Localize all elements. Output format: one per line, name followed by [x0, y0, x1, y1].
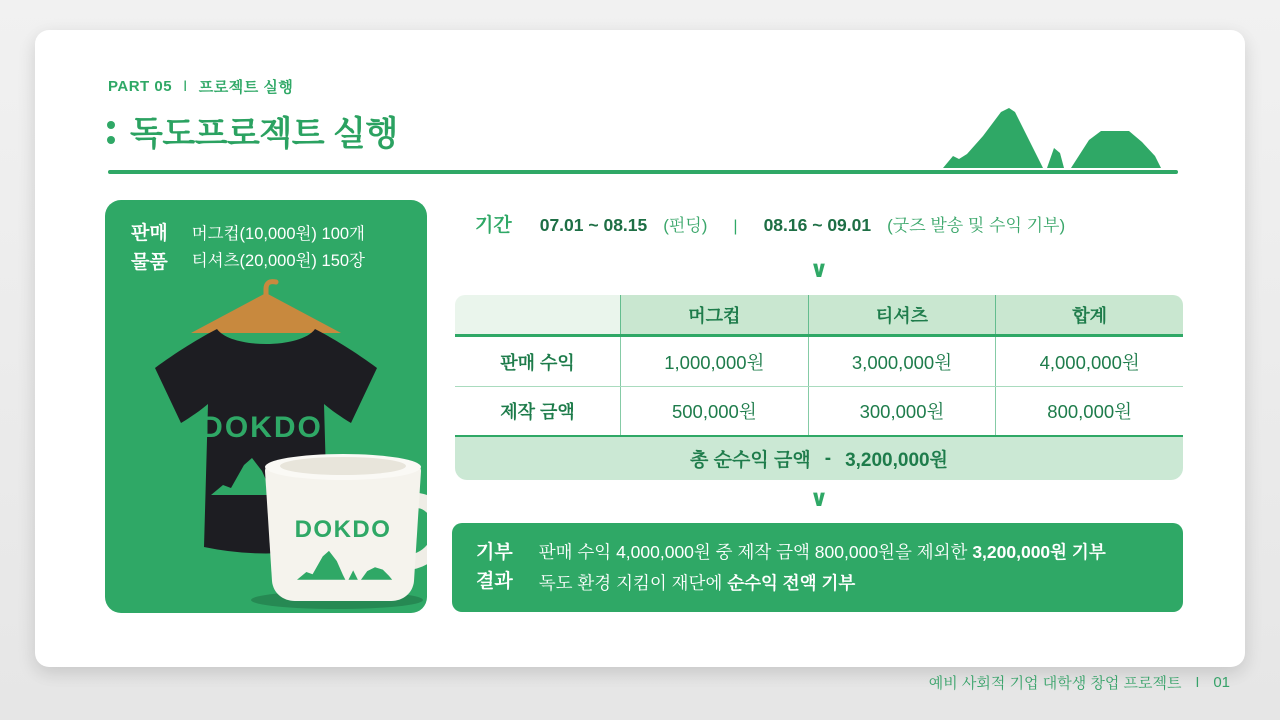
cell-value: 3,000,000원	[808, 337, 996, 386]
donation-line-1: 판매 수익 4,000,000원 중 제작 금액 800,000원을 제외한 3,200,000원 기부	[538, 541, 1106, 562]
dokdo-islands-icon	[943, 98, 1178, 170]
donation-result-label: 기부 결과	[476, 542, 513, 592]
title-bullet-dots-icon	[107, 121, 115, 144]
footer-separator: Ⅰ	[1195, 674, 1200, 690]
svg-text:DOKDO: DOKDO	[294, 516, 392, 543]
title-row	[107, 106, 398, 155]
donation-result-panel	[452, 523, 1183, 612]
slide-card	[35, 30, 1245, 667]
part-number: PART 05	[108, 78, 173, 95]
period-note-2: (굿즈 발송 및 수익 기부)	[887, 216, 1066, 235]
footer-project-name: 예비 사회적 기업 대학생 창업 프로젝트	[928, 675, 1182, 692]
table-header-empty	[455, 295, 620, 334]
cell-value: 1,000,000원	[620, 337, 808, 386]
section-name: 프로젝트 실행	[198, 79, 294, 96]
cell-value: 300,000원	[808, 387, 996, 435]
net-profit-label: 총 순수익 금액	[690, 450, 811, 471]
table-footer-net-profit	[455, 437, 1183, 480]
chevron-down-icon: ∨	[809, 485, 829, 511]
cell-value: 4,000,000원	[995, 337, 1183, 386]
svg-text:DOKDO: DOKDO	[201, 411, 323, 444]
period-note-1: (펀딩)	[663, 216, 708, 235]
sales-items-label: 판매 물품	[131, 223, 168, 273]
goods-illustration	[105, 275, 427, 613]
table-header-row	[455, 295, 1183, 337]
period-row	[475, 210, 1215, 237]
chevron-down-icon: ∨	[809, 256, 829, 282]
title-underline	[108, 170, 1178, 174]
revenue-table	[455, 295, 1183, 480]
table-header-mug: 머그컵	[620, 295, 808, 334]
donation-result-text	[539, 537, 1106, 598]
page-number: 01	[1213, 674, 1230, 691]
hanger-icon	[191, 282, 341, 333]
donation-line-2: 독도 환경 지킴이 재단에 순수익 전액 기부	[538, 572, 856, 593]
breadcrumb-separator: Ⅰ	[183, 78, 188, 94]
list-item: 티셔츠(20,000원) 150장	[191, 252, 365, 271]
period-divider: |	[733, 218, 738, 235]
mug-icon	[251, 454, 427, 609]
page-title: 독도프로젝트 실행	[130, 115, 398, 153]
net-profit-value: 3,200,000원	[845, 450, 948, 471]
sales-items-panel	[105, 200, 427, 613]
sales-items-header	[131, 220, 411, 277]
table-row	[455, 387, 1183, 437]
net-profit-dash: -	[824, 447, 832, 469]
sales-items-list	[192, 220, 365, 277]
table-header-tshirt: 티셔츠	[808, 295, 996, 334]
period-label: 기간	[475, 215, 512, 236]
slide-footer	[929, 672, 1230, 693]
list-item: 머그컵(10,000원) 100개	[191, 225, 365, 243]
period-range-2: 08.16 ~ 09.01	[763, 215, 872, 235]
period-range-1: 07.01 ~ 08.15	[539, 215, 648, 235]
breadcrumb	[108, 76, 293, 97]
row-label-production-cost: 제작 금액	[500, 402, 575, 422]
table-header-total: 합계	[995, 295, 1183, 334]
cell-value: 500,000원	[620, 387, 808, 435]
cell-value: 800,000원	[995, 387, 1183, 435]
row-label-sales-revenue: 판매 수익	[500, 352, 575, 373]
table-row	[455, 337, 1183, 387]
